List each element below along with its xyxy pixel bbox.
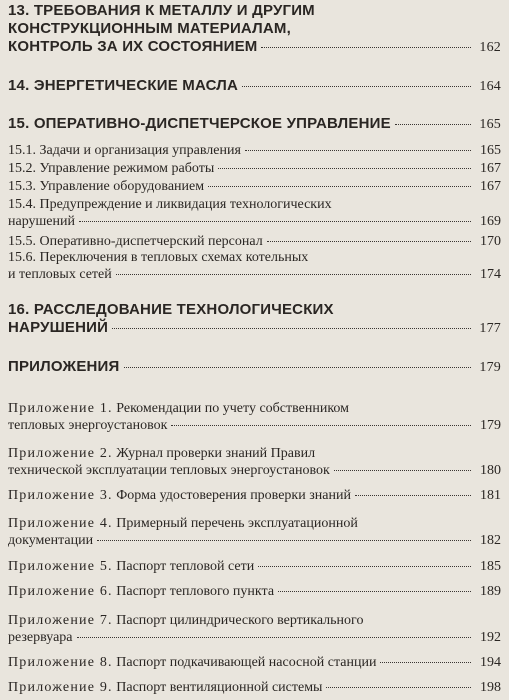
page-number: 165 [479, 117, 501, 132]
dot-leader [97, 540, 471, 541]
dot-leader [267, 241, 471, 242]
toc-entry-13-line2: КОНСТРУКЦИОННЫМ МАТЕРИАЛАМ, [8, 20, 291, 37]
toc-entry-app-9[interactable] [8, 679, 501, 696]
toc-entry-14[interactable] [8, 77, 501, 96]
appendix-label: Приложение 3. [8, 488, 113, 503]
page-number: 198 [480, 680, 501, 695]
appendix-label: Приложение 2. [8, 446, 113, 461]
dot-leader [355, 495, 471, 496]
toc-entry-app-2[interactable] [8, 445, 501, 479]
toc-entry-title: Паспорт тепловой сети [116, 559, 255, 574]
dot-leader [77, 637, 471, 638]
toc-entry-app-6[interactable] [8, 583, 501, 600]
toc-entry-16[interactable] [8, 301, 501, 338]
page-number: 182 [480, 533, 501, 548]
toc-entry-line1: Журнал проверки знаний Правил [116, 446, 316, 461]
toc-entry-15[interactable] [8, 115, 501, 134]
toc-entry-line1: Примерный перечень эксплуатационной [116, 516, 358, 531]
toc-entry-line2: и тепловых сетей [8, 267, 112, 282]
page-number: 194 [480, 655, 501, 670]
dot-leader [79, 221, 471, 222]
toc-entry-15-5[interactable] [8, 233, 501, 250]
appendix-label: Приложение 9. [8, 680, 113, 695]
toc-entry-line2: НАРУШЕНИЙ [8, 319, 109, 336]
toc-entry-title: 15.3. Управление оборудованием [8, 179, 205, 194]
toc-entry-title: Паспорт подкачивающей насосной станции [116, 655, 377, 670]
dot-leader [334, 470, 471, 471]
dot-leader [218, 168, 471, 169]
page-number: 179 [479, 360, 501, 375]
toc-entry-title: 15.5. Оперативно-диспетчерский персонал [8, 234, 263, 249]
toc-entry-13[interactable] [8, 2, 501, 57]
page-number: 167 [480, 179, 501, 194]
toc-entry-line1: Паспорт цилиндрического вертикального [116, 613, 364, 628]
toc-entry-line2: технической эксплуатации тепловых энергоустановок [8, 463, 330, 478]
toc-entry-title: Форма удостоверения проверки знаний [116, 488, 351, 503]
toc-entry-15-6[interactable] [8, 249, 501, 283]
page-number: 174 [480, 267, 501, 282]
toc-entry-title: 15.1. Задачи и организация управления [8, 143, 241, 158]
toc-entry-15-2[interactable] [8, 160, 501, 177]
toc-entry-title: 14. ЭНЕРГЕТИЧЕСКИЕ МАСЛА [8, 77, 239, 94]
toc-entry-15-1[interactable] [8, 142, 501, 159]
toc-entry-app-8[interactable] [8, 654, 501, 671]
toc-entry-line2: резервуара [8, 630, 73, 645]
page-number: 169 [480, 214, 501, 229]
page-number: 180 [480, 463, 501, 478]
toc-entry-line2: документации [8, 533, 94, 548]
toc-entry-app-4[interactable] [8, 515, 501, 549]
dot-leader [112, 328, 471, 329]
dot-leader [395, 124, 471, 125]
toc-entry-line2: тепловых энергоустановок [8, 418, 168, 433]
page-number: 192 [480, 630, 501, 645]
page-number: 170 [480, 234, 501, 249]
appendix-label: Приложение 8. [8, 655, 113, 670]
toc-entry-app-3[interactable] [8, 487, 501, 504]
dot-leader [242, 86, 471, 87]
toc-entry-line1: Рекомендации по учету собственником [116, 401, 350, 416]
toc-entry-15-4[interactable] [8, 196, 501, 230]
page-number: 179 [480, 418, 501, 433]
page-number: 167 [480, 161, 501, 176]
page-number: 189 [480, 584, 501, 599]
dot-leader [380, 662, 471, 663]
toc-entry-line1: 15.6. Переключения в тепловых схемах котельных [8, 250, 309, 265]
page-number: 181 [480, 488, 501, 503]
toc-entry-line1: 15.4. Предупреждение и ликвидация технологических [8, 197, 332, 212]
page-number: 164 [479, 79, 501, 94]
toc-entry-15-3[interactable] [8, 178, 501, 195]
dot-leader [208, 186, 471, 187]
toc-entry-app-5[interactable] [8, 558, 501, 575]
toc-entry-line1: 16. РАССЛЕДОВАНИЕ ТЕХНОЛОГИЧЕСКИХ [8, 301, 334, 318]
dot-leader [171, 425, 471, 426]
page-number: 185 [480, 559, 501, 574]
toc-entry-title: 15.2. Управление режимом работы [8, 161, 215, 176]
appendix-label: Приложение 4. [8, 516, 113, 531]
dot-leader [258, 566, 471, 567]
appendix-label: Приложение 1. [8, 401, 113, 416]
page-number: 177 [479, 321, 501, 336]
dot-leader [326, 687, 471, 688]
toc-entry-title: 15. ОПЕРАТИВНО-ДИСПЕТЧЕРСКОЕ УПРАВЛЕНИЕ [8, 115, 391, 132]
appendix-label: Приложение 6. [8, 584, 113, 599]
dot-leader [245, 150, 471, 151]
toc-entry-app-1[interactable] [8, 400, 501, 434]
toc-entry-line2: нарушений [8, 214, 75, 229]
toc-entry-title: Паспорт вентиляционной системы [116, 680, 323, 695]
page-number: 162 [479, 40, 501, 55]
toc-entry-13-line3: КОНТРОЛЬ ЗА ИХ СОСТОЯНИЕМ [8, 38, 258, 55]
appendix-label: Приложение 7. [8, 613, 113, 628]
toc-entry-app-7[interactable] [8, 612, 501, 646]
dot-leader [278, 591, 471, 592]
toc-entry-title: ПРИЛОЖЕНИЯ [8, 358, 120, 375]
toc-entry-title: Паспорт теплового пункта [116, 584, 275, 599]
dot-leader [261, 47, 471, 48]
appendix-label: Приложение 5. [8, 559, 113, 574]
toc-entry-13-line1: 13. ТРЕБОВАНИЯ К МЕТАЛЛУ И ДРУГИМ [8, 2, 315, 19]
dot-leader [124, 367, 471, 368]
toc-entry-appendices[interactable] [8, 358, 501, 377]
page-number: 165 [480, 143, 501, 158]
dot-leader [116, 274, 471, 275]
